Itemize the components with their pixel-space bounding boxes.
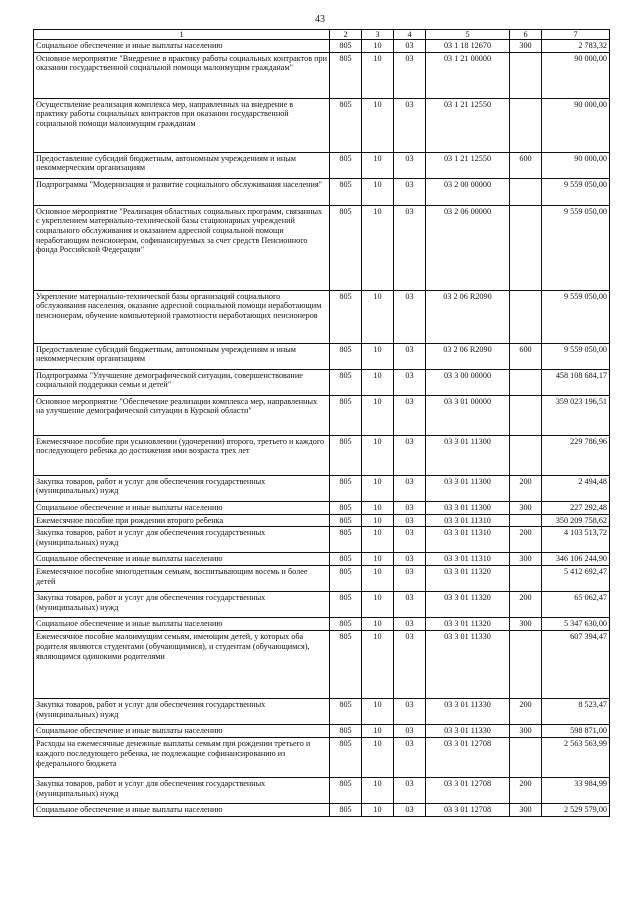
ministry-code: 805 bbox=[330, 631, 362, 699]
ministry-code: 805 bbox=[330, 501, 362, 514]
expense-type-code: 200 bbox=[510, 592, 542, 618]
amount: 65 062,47 bbox=[542, 592, 610, 618]
ministry-code: 805 bbox=[330, 725, 362, 738]
ministry-code: 805 bbox=[330, 592, 362, 618]
budget-item-name: Ежемесячное пособие при рождении второго ребенка bbox=[34, 514, 330, 527]
ministry-code: 805 bbox=[330, 40, 362, 53]
expense-type-code bbox=[510, 435, 542, 475]
section-code: 10 bbox=[362, 152, 394, 178]
amount: 5 412 692,47 bbox=[542, 566, 610, 592]
target-article-code: 03 3 01 12708 bbox=[426, 778, 510, 804]
subsection-code: 03 bbox=[394, 52, 426, 98]
table-row bbox=[34, 804, 610, 817]
budget-item-name: Закупка товаров, работ и услуг для обеспечения государственных (муниципальных) нужд bbox=[34, 475, 330, 501]
budget-table bbox=[33, 29, 610, 817]
section-code: 10 bbox=[362, 501, 394, 514]
target-article-code: 03 2 06 00000 bbox=[426, 205, 510, 290]
subsection-code: 03 bbox=[394, 738, 426, 778]
budget-item-name: Социальное обеспечение и иные выплаты населению bbox=[34, 618, 330, 631]
budget-item-name: Основное мероприятие "Обеспечение реализации комплекса мер, направленных на улучшение демографической ситуации в Курской области" bbox=[34, 395, 330, 435]
ministry-code: 805 bbox=[330, 152, 362, 178]
table-row bbox=[34, 205, 610, 290]
subsection-code: 03 bbox=[394, 205, 426, 290]
subsection-code: 03 bbox=[394, 618, 426, 631]
ministry-code: 805 bbox=[330, 475, 362, 501]
budget-item-name: Социальное обеспечение и иные выплаты населению bbox=[34, 40, 330, 53]
table-row bbox=[34, 592, 610, 618]
ministry-code: 805 bbox=[330, 699, 362, 725]
subsection-code: 03 bbox=[394, 566, 426, 592]
target-article-code: 03 3 01 11330 bbox=[426, 725, 510, 738]
table-row bbox=[34, 98, 610, 152]
budget-item-name: Основное мероприятие "Внедрение в практику работы социальных контрактов при оказании государственной социальной помощи малоимущим гражданам" bbox=[34, 52, 330, 98]
section-code: 10 bbox=[362, 369, 394, 395]
subsection-code: 03 bbox=[394, 778, 426, 804]
table-row bbox=[34, 290, 610, 343]
budget-item-name: Подпрограмма "Улучшение демографической ситуации, совершенствование социальной поддержки семьи и детей" bbox=[34, 369, 330, 395]
section-code: 10 bbox=[362, 290, 394, 343]
ministry-code: 805 bbox=[330, 738, 362, 778]
section-code: 10 bbox=[362, 98, 394, 152]
table-row bbox=[34, 618, 610, 631]
budget-item-name: Основное мероприятие "Реализация областных социальных программ, связанных с укреплением материально-технической базы стационарных учреждений социального обслуживания и оказанием адресной социальной помощи неработающим пенсионерам, софинансируемых за счет средств Пенсионного фонда Российской Федерации" bbox=[34, 205, 330, 290]
budget-item-name: Осуществление реализация комплекса мер, направленных на внедрение в практику работы социальных контрактов при оказании государственной социальной помощи малоимущим гражданам bbox=[34, 98, 330, 152]
subsection-code: 03 bbox=[394, 98, 426, 152]
expense-type-code bbox=[510, 566, 542, 592]
target-article-code: 03 1 21 00000 bbox=[426, 52, 510, 98]
budget-item-name: Ежемесячное пособие многодетным семьям, воспитывающим восемь и более детей bbox=[34, 566, 330, 592]
budget-item-name: Ежемесячное пособие при усыновлении (удочерении) второго, третьего и каждого последующего ребенка до достижения ими возраста трех лет bbox=[34, 435, 330, 475]
budget-item-name: Закупка товаров, работ и услуг для обеспечения государственных (муниципальных) нужд bbox=[34, 778, 330, 804]
section-code: 10 bbox=[362, 395, 394, 435]
ministry-code: 805 bbox=[330, 514, 362, 527]
amount: 2 783,32 bbox=[542, 40, 610, 53]
amount: 33 984,99 bbox=[542, 778, 610, 804]
budget-item-name: Социальное обеспечение и иные выплаты населению bbox=[34, 725, 330, 738]
budget-item-name: Предоставление субсидий бюджетным, автономным учреждениям и иным некоммерческим организациям bbox=[34, 343, 330, 369]
expense-type-code: 200 bbox=[510, 778, 542, 804]
amount: 90 000,00 bbox=[542, 98, 610, 152]
expense-type-code: 300 bbox=[510, 618, 542, 631]
section-code: 10 bbox=[362, 52, 394, 98]
table-row bbox=[34, 778, 610, 804]
expense-type-code: 200 bbox=[510, 699, 542, 725]
target-article-code: 03 2 06 R2090 bbox=[426, 343, 510, 369]
table-row bbox=[34, 369, 610, 395]
budget-item-name: Предоставление субсидий бюджетным, автономным учреждениям и иным некоммерческим организациям bbox=[34, 152, 330, 178]
amount: 350 209 758,62 bbox=[542, 514, 610, 527]
ministry-code: 805 bbox=[330, 618, 362, 631]
ministry-code: 805 bbox=[330, 290, 362, 343]
ministry-code: 805 bbox=[330, 369, 362, 395]
target-article-code: 03 2 06 R2090 bbox=[426, 290, 510, 343]
column-number: 2 bbox=[330, 30, 362, 40]
target-article-code: 03 3 01 11310 bbox=[426, 527, 510, 553]
table-row bbox=[34, 178, 610, 205]
amount: 2 563 563,99 bbox=[542, 738, 610, 778]
amount: 458 108 684,17 bbox=[542, 369, 610, 395]
table-row bbox=[34, 395, 610, 435]
subsection-code: 03 bbox=[394, 395, 426, 435]
subsection-code: 03 bbox=[394, 527, 426, 553]
expense-type-code bbox=[510, 514, 542, 527]
section-code: 10 bbox=[362, 527, 394, 553]
ministry-code: 805 bbox=[330, 435, 362, 475]
table-row bbox=[34, 553, 610, 566]
table-row bbox=[34, 699, 610, 725]
expense-type-code bbox=[510, 290, 542, 343]
amount: 227 292,48 bbox=[542, 501, 610, 514]
section-code: 10 bbox=[362, 618, 394, 631]
amount: 607 394,47 bbox=[542, 631, 610, 699]
table-row bbox=[34, 631, 610, 699]
expense-type-code bbox=[510, 98, 542, 152]
amount: 9 559 050,00 bbox=[542, 178, 610, 205]
section-code: 10 bbox=[362, 514, 394, 527]
target-article-code: 03 1 21 12550 bbox=[426, 152, 510, 178]
subsection-code: 03 bbox=[394, 592, 426, 618]
column-number-row bbox=[34, 30, 610, 40]
subsection-code: 03 bbox=[394, 804, 426, 817]
ministry-code: 805 bbox=[330, 52, 362, 98]
column-number: 6 bbox=[510, 30, 542, 40]
budget-item-name: Закупка товаров, работ и услуг для обеспечения государственных (муниципальных) нужд bbox=[34, 699, 330, 725]
target-article-code: 03 3 01 11320 bbox=[426, 618, 510, 631]
table-row bbox=[34, 566, 610, 592]
target-article-code: 03 3 01 11300 bbox=[426, 435, 510, 475]
amount: 598 871,00 bbox=[542, 725, 610, 738]
column-number: 7 bbox=[542, 30, 610, 40]
target-article-code: 03 3 01 11310 bbox=[426, 514, 510, 527]
expense-type-code: 300 bbox=[510, 501, 542, 514]
amount: 90 000,00 bbox=[542, 52, 610, 98]
table-row bbox=[34, 527, 610, 553]
target-article-code: 03 3 01 11330 bbox=[426, 699, 510, 725]
page-number: 43 bbox=[315, 14, 325, 25]
expense-type-code: 300 bbox=[510, 725, 542, 738]
subsection-code: 03 bbox=[394, 369, 426, 395]
table-row bbox=[34, 501, 610, 514]
table-row bbox=[34, 343, 610, 369]
section-code: 10 bbox=[362, 435, 394, 475]
amount: 9 559 050,00 bbox=[542, 205, 610, 290]
section-code: 10 bbox=[362, 566, 394, 592]
ministry-code: 805 bbox=[330, 566, 362, 592]
ministry-code: 805 bbox=[330, 804, 362, 817]
subsection-code: 03 bbox=[394, 725, 426, 738]
expense-type-code bbox=[510, 631, 542, 699]
section-code: 10 bbox=[362, 631, 394, 699]
subsection-code: 03 bbox=[394, 178, 426, 205]
subsection-code: 03 bbox=[394, 475, 426, 501]
target-article-code: 03 3 01 11300 bbox=[426, 501, 510, 514]
expense-type-code bbox=[510, 738, 542, 778]
amount: 9 559 050,00 bbox=[542, 343, 610, 369]
ministry-code: 805 bbox=[330, 343, 362, 369]
section-code: 10 bbox=[362, 778, 394, 804]
expense-type-code bbox=[510, 178, 542, 205]
table-row bbox=[34, 738, 610, 778]
amount: 359 023 196,51 bbox=[542, 395, 610, 435]
expense-type-code bbox=[510, 369, 542, 395]
expense-type-code bbox=[510, 395, 542, 435]
subsection-code: 03 bbox=[394, 699, 426, 725]
table-row bbox=[34, 725, 610, 738]
target-article-code: 03 3 01 12708 bbox=[426, 804, 510, 817]
section-code: 10 bbox=[362, 205, 394, 290]
budget-item-name: Укрепление материально-технической базы организаций социального обслуживания населения, оказание адресной социальной помощи неработающим пенсионерам, обучение компьютерной грамотности неработающих пенсионеров bbox=[34, 290, 330, 343]
subsection-code: 03 bbox=[394, 290, 426, 343]
subsection-code: 03 bbox=[394, 631, 426, 699]
amount: 9 559 050,00 bbox=[542, 290, 610, 343]
target-article-code: 03 3 01 11320 bbox=[426, 592, 510, 618]
section-code: 10 bbox=[362, 40, 394, 53]
section-code: 10 bbox=[362, 725, 394, 738]
target-article-code: 03 1 18 12670 bbox=[426, 40, 510, 53]
expense-type-code: 300 bbox=[510, 40, 542, 53]
subsection-code: 03 bbox=[394, 501, 426, 514]
section-code: 10 bbox=[362, 343, 394, 369]
table-row bbox=[34, 475, 610, 501]
table-row bbox=[34, 52, 610, 98]
expense-type-code: 600 bbox=[510, 343, 542, 369]
target-article-code: 03 2 00 00000 bbox=[426, 178, 510, 205]
table-row bbox=[34, 435, 610, 475]
target-article-code: 03 3 01 12708 bbox=[426, 738, 510, 778]
budget-item-name: Расходы на ежемесячные денежные выплаты семьям при рождении третьего и каждого последующего ребенка, не подлежащие софинансированию из федерального бюджета bbox=[34, 738, 330, 778]
table-row bbox=[34, 514, 610, 527]
section-code: 10 bbox=[362, 178, 394, 205]
subsection-code: 03 bbox=[394, 435, 426, 475]
budget-item-name: Закупка товаров, работ и услуг для обеспечения государственных (муниципальных) нужд bbox=[34, 527, 330, 553]
expense-type-code bbox=[510, 205, 542, 290]
target-article-code: 03 1 21 12550 bbox=[426, 98, 510, 152]
column-number: 4 bbox=[394, 30, 426, 40]
subsection-code: 03 bbox=[394, 514, 426, 527]
amount: 346 106 244,90 bbox=[542, 553, 610, 566]
subsection-code: 03 bbox=[394, 343, 426, 369]
section-code: 10 bbox=[362, 804, 394, 817]
section-code: 10 bbox=[362, 475, 394, 501]
target-article-code: 03 3 00 00000 bbox=[426, 369, 510, 395]
amount: 90 000,00 bbox=[542, 152, 610, 178]
amount: 4 103 513,72 bbox=[542, 527, 610, 553]
expense-type-code: 200 bbox=[510, 475, 542, 501]
ministry-code: 805 bbox=[330, 178, 362, 205]
table-row bbox=[34, 152, 610, 178]
column-number: 3 bbox=[362, 30, 394, 40]
expense-type-code: 300 bbox=[510, 804, 542, 817]
ministry-code: 805 bbox=[330, 527, 362, 553]
amount: 8 523,47 bbox=[542, 699, 610, 725]
section-code: 10 bbox=[362, 553, 394, 566]
table-row bbox=[34, 40, 610, 53]
section-code: 10 bbox=[362, 592, 394, 618]
amount: 5 347 630,00 bbox=[542, 618, 610, 631]
section-code: 10 bbox=[362, 738, 394, 778]
section-code: 10 bbox=[362, 699, 394, 725]
budget-item-name: Ежемесячное пособие малоимущим семьям, имеющим детей, у которых оба родителя являются студентами (обучающимися), и студентам (обучающимся), являющимся одинокими родителями bbox=[34, 631, 330, 699]
target-article-code: 03 3 01 11310 bbox=[426, 553, 510, 566]
amount: 2 494,48 bbox=[542, 475, 610, 501]
amount: 229 786,96 bbox=[542, 435, 610, 475]
budget-item-name: Закупка товаров, работ и услуг для обеспечения государственных (муниципальных) нужд bbox=[34, 592, 330, 618]
ministry-code: 805 bbox=[330, 98, 362, 152]
subsection-code: 03 bbox=[394, 152, 426, 178]
column-number: 5 bbox=[426, 30, 510, 40]
budget-item-name: Подпрограмма "Модернизация и развитие социального обслуживания населения" bbox=[34, 178, 330, 205]
expense-type-code: 200 bbox=[510, 527, 542, 553]
ministry-code: 805 bbox=[330, 778, 362, 804]
ministry-code: 805 bbox=[330, 553, 362, 566]
budget-item-name: Социальное обеспечение и иные выплаты населению bbox=[34, 804, 330, 817]
target-article-code: 03 3 01 11330 bbox=[426, 631, 510, 699]
target-article-code: 03 3 01 11300 bbox=[426, 475, 510, 501]
column-number: 1 bbox=[34, 30, 330, 40]
expense-type-code: 300 bbox=[510, 553, 542, 566]
expense-type-code: 600 bbox=[510, 152, 542, 178]
amount: 2 529 579,00 bbox=[542, 804, 610, 817]
budget-item-name: Социальное обеспечение и иные выплаты населению bbox=[34, 553, 330, 566]
target-article-code: 03 3 01 00000 bbox=[426, 395, 510, 435]
budget-item-name: Социальное обеспечение и иные выплаты населению bbox=[34, 501, 330, 514]
target-article-code: 03 3 01 11320 bbox=[426, 566, 510, 592]
expense-type-code bbox=[510, 52, 542, 98]
ministry-code: 805 bbox=[330, 395, 362, 435]
subsection-code: 03 bbox=[394, 40, 426, 53]
ministry-code: 805 bbox=[330, 205, 362, 290]
subsection-code: 03 bbox=[394, 553, 426, 566]
